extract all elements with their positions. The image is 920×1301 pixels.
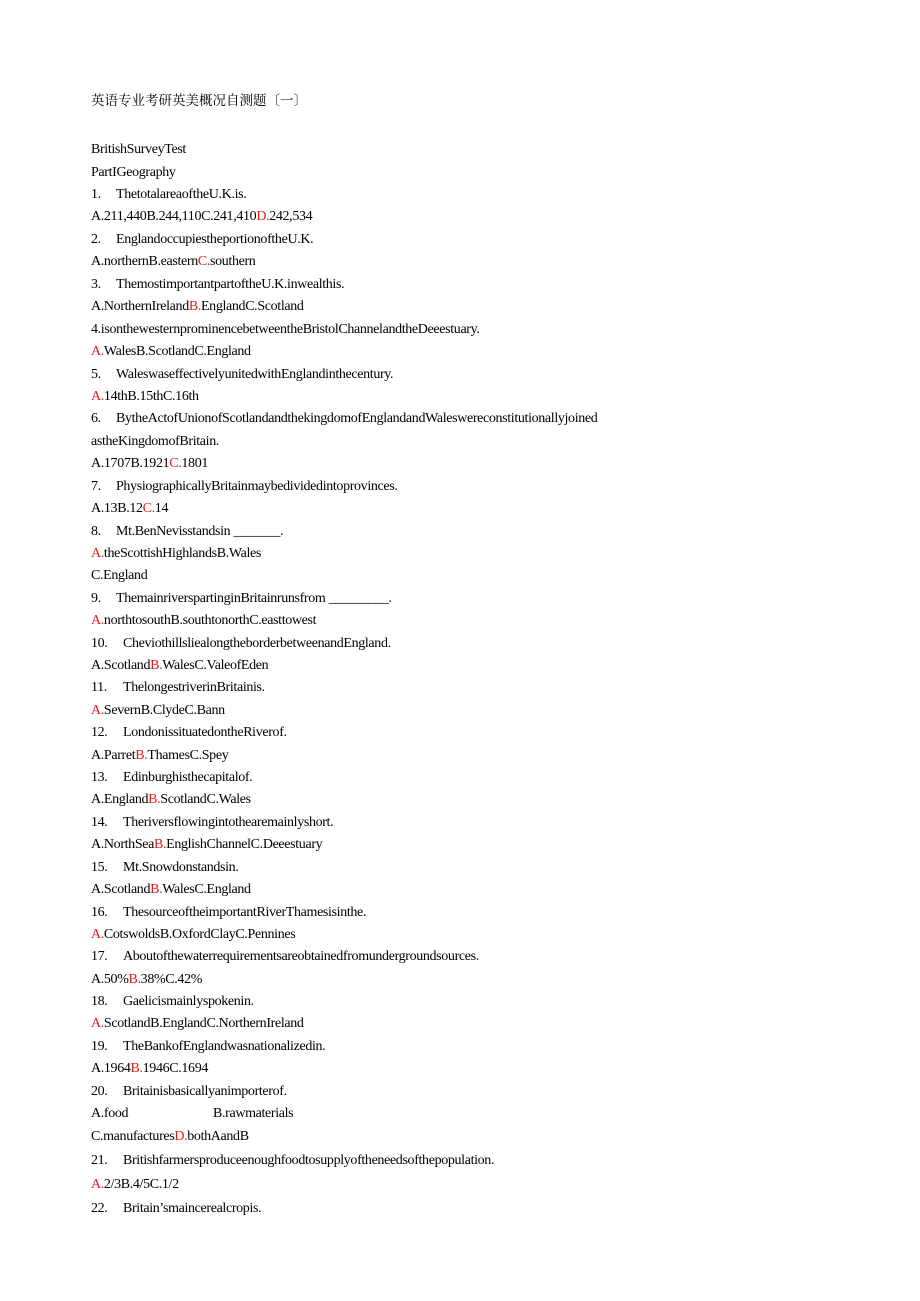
question-1: 1. ThetotalareaoftheU.K.is.	[91, 187, 247, 202]
options-20-continued: C.manufacturesD.bothAandB	[91, 1129, 249, 1144]
question-9: 9. ThemainriverspartinginBritainrunsfrom _________.	[91, 591, 392, 606]
options-5: A.14thB.15thC.16th	[91, 389, 199, 404]
question-5: 5. WaleswaseffectivelyunitedwithEnglandinthecentury.	[91, 367, 394, 382]
answer-key: A.	[91, 1016, 104, 1031]
question-19: 19. TheBankofEnglandwasnationalizedin.	[91, 1039, 326, 1054]
options-13: A.EnglandB.ScotlandC.Wales	[91, 792, 251, 807]
options-16: A.CotswoldsB.OxfordClayC.Pennines	[91, 927, 296, 942]
test-heading: BritishSurveyTest	[91, 142, 186, 157]
options-3: A.NorthernIrelandB.EnglandC.Scotland	[91, 299, 304, 314]
answer-key: B.	[150, 658, 163, 673]
answer-key: A.	[91, 1177, 104, 1192]
question-22: 22. Britain’smaincerealcropis.	[91, 1201, 262, 1216]
options-7: A.13B.12C.14	[91, 501, 169, 516]
options-6: A.1707B.1921C.1801	[91, 456, 208, 471]
document-title: 英语专业考研英美概况自测题〔一〕	[91, 93, 307, 109]
options-10: A.ScotlandB.WalesC.ValeofEden	[91, 658, 269, 673]
question-10: 10. CheviothillsliealongtheborderbetweenandEngland.	[91, 636, 391, 651]
answer-key: D.	[174, 1129, 188, 1144]
options-1: A.211,440B.244,110C.241,410D.242,534	[91, 209, 313, 224]
answer-key: C.	[142, 501, 155, 516]
question-7: 7. PhysiographicallyBritainmaybedividedintoprovinces.	[91, 479, 398, 494]
answer-key: B.	[128, 972, 141, 987]
question-17: 17. Aboutofthewaterrequirementsareobtainedfromundergroundsources.	[91, 949, 479, 964]
answer-key: B.	[188, 299, 201, 314]
options-15: A.ScotlandB.WalesC.England	[91, 882, 251, 897]
options-8-continued: C.England	[91, 568, 148, 583]
question-15: 15. Mt.Snowdonstandsin.	[91, 860, 239, 875]
options-2: A.northernB.easternC.southern	[91, 254, 256, 269]
question-14: 14. Theriversflowingintothearemainlyshort.	[91, 815, 334, 830]
options-21: A.2/3B.4/5C.1/2	[91, 1177, 179, 1192]
options-9: A.northtosouthB.southtonorthC.easttowest	[91, 613, 317, 628]
question-4: 4.isonthewesternprominencebetweentheBristolChannelandtheDeeestuary.	[91, 322, 480, 337]
options-4: A.WalesB.ScotlandC.England	[91, 344, 251, 359]
options-19: A.1964B.1946C.1694	[91, 1061, 208, 1076]
question-6: 6. BytheActofUnionofScotlandandthekingdomofEnglandandWaleswereconstitutionallyjoined	[91, 411, 598, 426]
question-20: 20. Britainisbasicallyanimporterof.	[91, 1084, 287, 1099]
answer-key: B.	[130, 1061, 143, 1076]
answer-key: A.	[91, 389, 104, 404]
answer-key: C.	[169, 456, 182, 471]
options-14: A.NorthSeaB.EnglishChannelC.Deeestuary	[91, 837, 323, 852]
options-11: A.SevernB.ClydeC.Bann	[91, 703, 225, 718]
question-6-continued: astheKingdomofBritain.	[91, 434, 220, 449]
question-2: 2. EnglandoccupiestheportionoftheU.K.	[91, 232, 314, 247]
section-heading: PartIGeography	[91, 165, 176, 180]
answer-key: A.	[91, 344, 104, 359]
question-11: 11. ThelongestriverinBritainis.	[91, 680, 265, 695]
answer-key: B.	[135, 748, 148, 763]
question-12: 12. LondonissituatedontheRiverof.	[91, 725, 287, 740]
question-3: 3. ThemostimportantpartoftheU.K.inwealthis.	[91, 277, 345, 292]
options-20: A.food B.rawmaterials	[91, 1106, 294, 1121]
answer-key: A.	[91, 703, 104, 718]
answer-key: D.	[256, 209, 270, 224]
question-16: 16. ThesourceoftheimportantRiverThamesisinthe.	[91, 905, 367, 920]
answer-key: B.	[150, 882, 163, 897]
options-12: A.ParretB.ThamesC.Spey	[91, 748, 229, 763]
question-13: 13. Edinburghisthecapitalof.	[91, 770, 253, 785]
answer-key: A.	[91, 546, 104, 561]
options-8: A.theScottishHighlandsB.Wales	[91, 546, 261, 561]
options-18: A.ScotlandB.EnglandC.NorthernIreland	[91, 1016, 304, 1031]
question-18: 18. Gaelicismainlyspokenin.	[91, 994, 254, 1009]
answer-key: C.	[197, 254, 211, 269]
answer-key: A.	[91, 613, 104, 628]
question-21: 21. Britishfarmersproduceenoughfoodtosupplyoftheneedsofthepopulation.	[91, 1153, 495, 1168]
answer-key: B.	[154, 837, 167, 852]
options-17: A.50%B.38%C.42%	[91, 972, 203, 987]
answer-key: B.	[148, 792, 161, 807]
question-8: 8. Mt.BenNevisstandsin _______.	[91, 524, 284, 539]
answer-key: A.	[91, 927, 104, 942]
